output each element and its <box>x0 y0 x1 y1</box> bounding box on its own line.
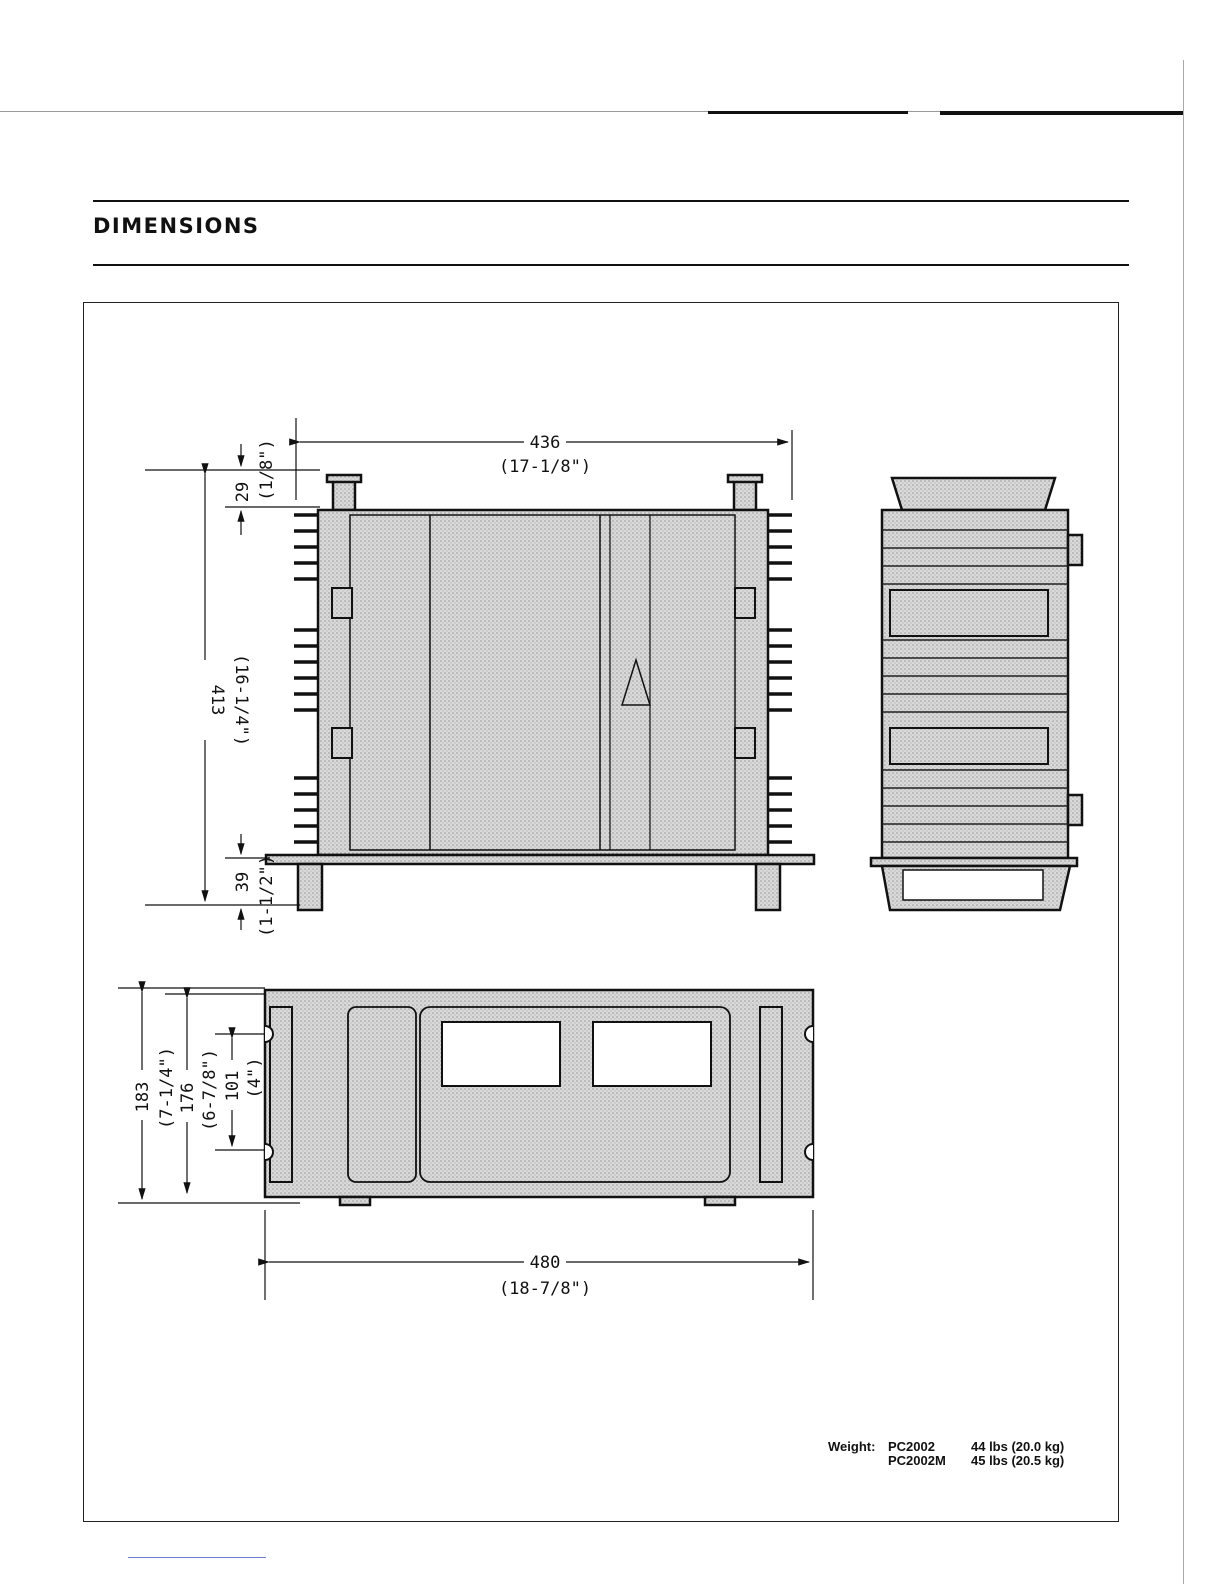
base-plate <box>266 855 814 864</box>
section-title: DIMENSIONS <box>93 214 260 238</box>
top-depth-mm: 413 <box>207 684 227 716</box>
front-depth-in: (1-1/2") <box>257 855 277 937</box>
front-height-mm: 183 <box>133 1081 153 1113</box>
footer-mark <box>128 1557 266 1558</box>
weight-model-2: PC2002M <box>888 1453 946 1468</box>
front-depth-mm: 39 <box>233 871 253 893</box>
rear-depth-in: (1/8") <box>257 439 277 501</box>
panel-height-mm: 176 <box>178 1082 198 1114</box>
top-depth-in: (16-1/4") <box>231 653 251 747</box>
front-height-in: (7-1/4") <box>157 1047 177 1129</box>
rear-depth-mm: 29 <box>233 481 253 503</box>
side-handle <box>892 478 1055 510</box>
top-width-in: (17-1/8") <box>498 457 592 477</box>
weight-label: Weight: <box>828 1439 876 1454</box>
top-view <box>266 475 814 910</box>
front-width-in: (18-7/8") <box>498 1279 592 1299</box>
front-width-mm: 480 <box>529 1253 561 1273</box>
meter-window-left <box>442 1022 560 1086</box>
weight-model-1: PC2002 <box>888 1439 935 1454</box>
hole-spacing-mm: 101 <box>223 1070 243 1102</box>
top-width-mm: 436 <box>529 433 561 453</box>
weight-value-2: 45 lbs (20.5 kg) <box>971 1453 1065 1468</box>
foot-left <box>298 864 322 910</box>
rear-knob-left-cap <box>327 475 361 482</box>
weight-value-1: 44 lbs (20.0 kg) <box>971 1439 1065 1454</box>
hole-spacing-in: (4") <box>245 1057 265 1099</box>
foot-right <box>756 864 780 910</box>
rear-knob-right-cap <box>728 475 762 482</box>
meter-window-right <box>593 1022 711 1086</box>
panel-height-in: (6-7/8") <box>200 1049 220 1131</box>
